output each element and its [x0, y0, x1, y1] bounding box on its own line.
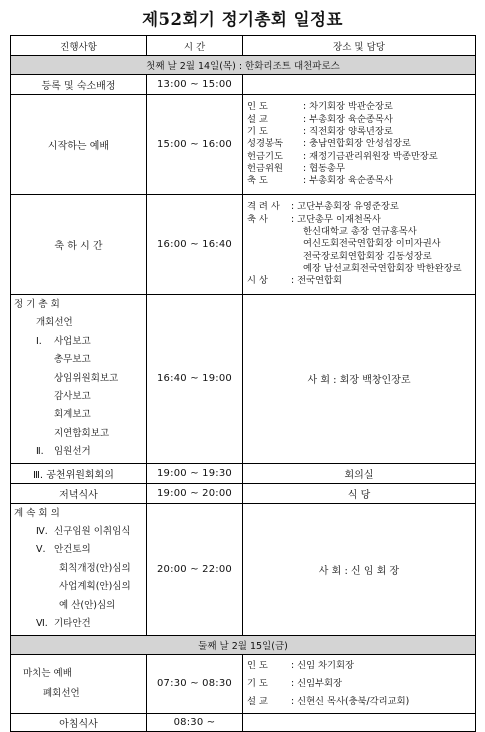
role-title: 설 교: [247, 695, 268, 707]
registration-place: [243, 75, 476, 95]
closing-worship-roles: [243, 654, 476, 713]
opening-worship-label: 시작하는 예배: [11, 95, 147, 195]
agenda-item: 회칙개정(안)심의: [59, 562, 131, 574]
role-person: : 협동총무: [303, 162, 346, 174]
day2-label: 둘째 날 2월 15일(금): [11, 635, 476, 654]
breakfast-place: [243, 713, 476, 731]
role-title: 헌금기도: [247, 150, 283, 162]
agenda-item: 상임위원회보고: [54, 372, 119, 384]
role-line: [247, 175, 475, 187]
role-line: [247, 163, 475, 175]
role-title: 축 사: [247, 213, 268, 225]
table-row: [11, 463, 476, 483]
role-title: 성경봉독: [247, 138, 283, 150]
role-person: : 부총회장 육순종목사: [303, 113, 393, 125]
agenda-item: 감사보고: [54, 391, 91, 403]
continued-meeting-agenda: [11, 503, 147, 635]
table-row: [11, 95, 476, 195]
dinner-label: 저녁식사: [11, 483, 147, 503]
role-line: [247, 263, 475, 275]
role-line: [247, 114, 475, 126]
role-person: : 고단부총회장 유영준장로: [291, 201, 399, 213]
role-person: : 신현신 목사(충북/각리교회): [291, 695, 410, 707]
committee-meeting-label: Ⅲ. 공천위원회회의: [11, 463, 147, 483]
committee-meeting-time: 19:00 ~ 19:30: [147, 463, 243, 483]
registration-label: 등록 및 숙소배정: [11, 75, 147, 95]
agenda-item: Ⅵ. 기타안건: [36, 618, 91, 630]
day1-row: [11, 56, 476, 75]
agenda-item: 지연합회보고: [54, 427, 110, 439]
general-assembly-time: 16:40 ~ 19:00: [147, 295, 243, 464]
role-title: 축 도: [247, 175, 268, 187]
role-person: : 신임 차기회장: [291, 659, 354, 671]
role-line: [247, 693, 475, 711]
role-line: [247, 126, 475, 138]
table-header-row: [11, 36, 476, 56]
role-person: 여신도회전국연합회장 이미자권사: [303, 238, 441, 250]
table-row: [11, 654, 476, 713]
day1-label: 첫째 날 2월 14일(목) : 한화리조트 대천파로스: [11, 56, 476, 75]
role-title: 인 도: [247, 101, 268, 113]
role-person: : 충남연합회장 안성섭장로: [303, 138, 411, 150]
role-title: 헌금위원: [247, 162, 283, 174]
role-line: [247, 201, 475, 213]
role-title: 인 도: [247, 659, 268, 671]
role-title: 격 려 사: [247, 201, 280, 213]
role-title: 기 도: [247, 677, 268, 689]
agenda-item: 회계보고: [54, 409, 91, 421]
agenda-item: Ⅰ. 사업보고: [36, 335, 91, 347]
role-person: 한신대학교 총장 연규홍목사: [303, 226, 417, 238]
celebration-label: 축 하 시 간: [11, 195, 147, 295]
table-row: [11, 195, 476, 295]
role-person: : 고단총무 이재천목사: [291, 213, 381, 225]
role-person: 전국장로회연합회장 김동성장로: [303, 250, 432, 262]
role-line: [247, 657, 475, 675]
agenda-item: Ⅱ. 임원선거: [36, 446, 91, 458]
general-assembly-agenda: [11, 295, 147, 464]
schedule-table: [10, 35, 476, 732]
agenda-item: 사업계획(안)심의: [59, 581, 131, 593]
role-person: : 전국연합회: [291, 275, 342, 287]
role-title: 시 상: [247, 275, 268, 287]
role-title: 기 도: [247, 126, 268, 138]
role-line: [247, 151, 475, 163]
table-row: [11, 295, 476, 464]
role-line: [247, 275, 475, 287]
agenda-item: 개회선언: [36, 317, 73, 329]
role-line: [247, 251, 475, 263]
table-row: [11, 483, 476, 503]
celebration-time: 16:00 ~ 16:40: [147, 195, 243, 295]
role-person: : 차기회장 박관순장로: [303, 101, 393, 113]
closing-worship-label: 마치는 예배 폐회선언: [11, 654, 147, 713]
committee-meeting-place: 회의실: [243, 463, 476, 483]
role-line: [247, 675, 475, 693]
role-person: : 신임부회장: [291, 677, 342, 689]
role-line: [247, 214, 475, 226]
opening-worship-roles: [243, 95, 476, 195]
table-row: [11, 713, 476, 731]
role-line: [247, 138, 475, 150]
continued-meeting-time: 20:00 ~ 22:00: [147, 503, 243, 635]
agenda-item: Ⅴ. 안건토의: [36, 544, 91, 556]
celebration-roles: [243, 195, 476, 295]
role-person: : 부총회장 육순종목사: [303, 175, 393, 187]
breakfast-label: 아침식사: [11, 713, 147, 731]
role-person: 예장 남선교회전국연합회장 박한완장로: [303, 262, 462, 274]
continued-meeting-place: 사 회 : 신 임 회 장: [243, 503, 476, 635]
day2-row: [11, 635, 476, 654]
role-person: : 직전회장 양록년장로: [303, 126, 393, 138]
table-row: [11, 503, 476, 635]
header-time: 시 간: [147, 36, 243, 56]
agenda-item: Ⅳ. 신구임원 이취임식: [36, 526, 131, 538]
role-line: [247, 101, 475, 113]
breakfast-time: 08:30 ~: [147, 713, 243, 731]
role-line: [247, 238, 475, 250]
header-progress: 진행사항: [11, 36, 147, 56]
dinner-place: 식 당: [243, 483, 476, 503]
table-row: [11, 75, 476, 95]
dinner-time: 19:00 ~ 20:00: [147, 483, 243, 503]
role-title: 설 교: [247, 113, 268, 125]
role-line: [247, 226, 475, 238]
registration-time: 13:00 ~ 15:00: [147, 75, 243, 95]
page-title: 제52회기 정기총회 일정표: [142, 10, 343, 29]
agenda-item: 예 산(안)심의: [59, 599, 116, 611]
agenda-heading: 정 기 총 회: [14, 299, 60, 310]
closing-worship-time: 07:30 ~ 08:30: [147, 654, 243, 713]
agenda-item: 총무보고: [54, 354, 91, 366]
role-person: : 재정기금관리위원장 박종만장로: [303, 150, 438, 162]
agenda-heading: 계 속 회 의: [14, 507, 60, 519]
general-assembly-place: 사 회 : 회장 백창인장로: [243, 295, 476, 464]
opening-worship-time: 15:00 ~ 16:00: [147, 95, 243, 195]
header-place: 장소 및 담당: [243, 36, 476, 56]
